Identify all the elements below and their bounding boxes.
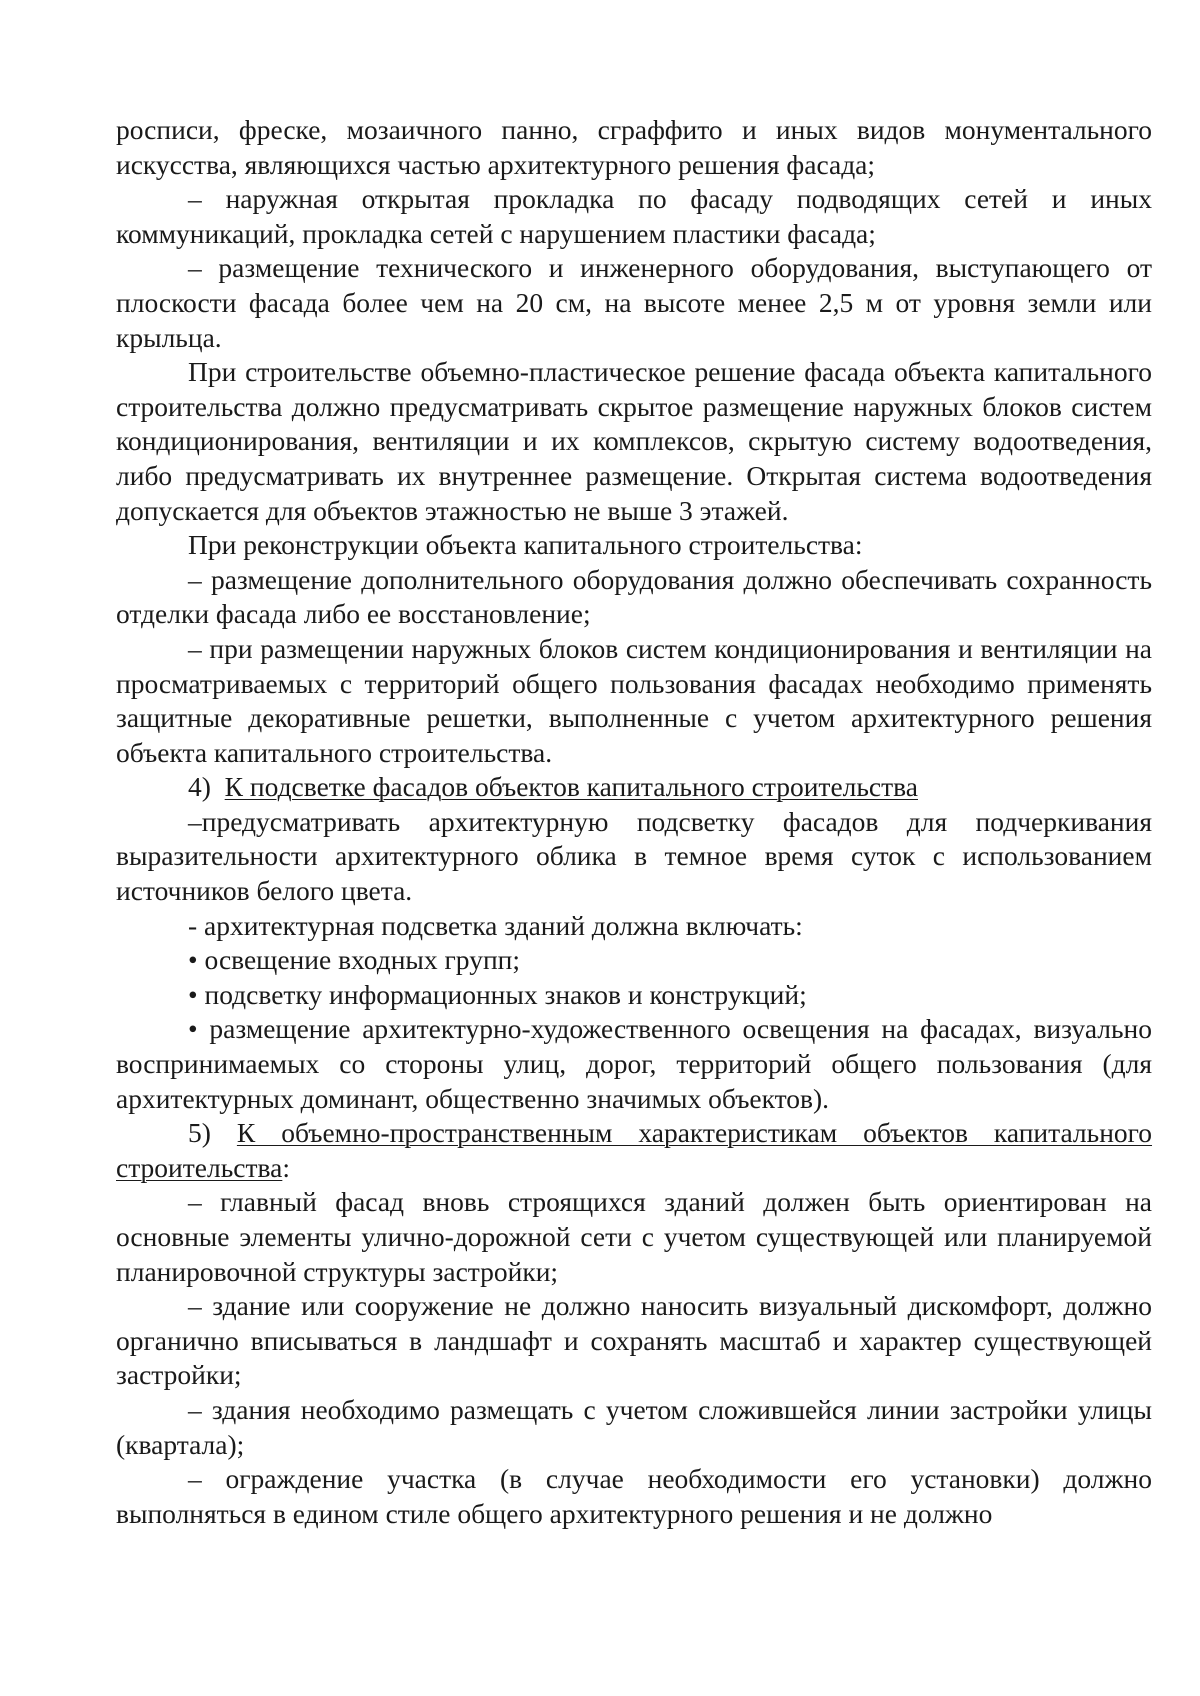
- paragraph: – здания необходимо размещать с учетом сложившейся линии застройки улицы (квартала);: [116, 1393, 1152, 1460]
- paragraph: –предусматривать архитектурную подсветку фасадов для подчеркивания выразительности архитектурного облика в темное время суток с использованием источников белого цвета.: [116, 805, 1152, 907]
- paragraph: – при размещении наружных блоков систем кондиционирования и вентиляции на просматриваемых с территорий общего пользования фасадах необходимо применять защитные декоративные решетки, выполненные с учетом архитектурного решения объекта капитального строительства.: [116, 632, 1152, 768]
- section-number: 4): [188, 771, 211, 803]
- paragraph: – размещение дополнительного оборудования должно обеспечивать сохранность отделки фасада либо ее восстановление;: [116, 563, 1152, 630]
- paragraph: – главный фасад вновь строящихся зданий должен быть ориентирован на основные элементы улично-дорожной сети с учетом существующей или планируемой планировочной структуры застройки;: [116, 1186, 1152, 1287]
- bullet-item: • освещение входных групп;: [188, 944, 521, 976]
- paragraph: - архитектурная подсветка зданий должна включать:: [188, 909, 803, 941]
- paragraph: росписи, фреске, мозаичного панно, сграффито и иных видов монументального искусства, являющихся частью архитектурного решения фасада;: [116, 114, 1152, 180]
- paragraph: – ограждение участка (в случае необходимости его установки) должно выполняться в едином стиле общего архитектурного решения и не должно: [116, 1463, 1152, 1529]
- bullet-item: • подсветку информационных знаков и конструкций;: [188, 978, 807, 1010]
- bullet-item: • размещение архитектурно-художественного освещения на фасадах, визуально воспринимаемых со стороны улиц, дорог, территорий общего пользования (для архитектурных доминант, общественно значимых объектов).: [116, 1013, 1152, 1114]
- section-number: 5): [188, 1117, 211, 1149]
- section-title: К объемно-пространственным характеристикам объектов капитального строительства: [116, 1117, 1153, 1183]
- paragraph: При реконструкции объекта капитального строительства:: [188, 529, 863, 561]
- section-title: К подсветке фасадов объектов капитального строительства: [224, 771, 918, 803]
- page-content: [116, 113, 1152, 1531]
- section-heading-5: [116, 1116, 1152, 1185]
- paragraph: При строительстве объемно-пластическое решение фасада объекта капитального строительства должно предусматривать скрытое размещение наружных блоков систем кондиционирования, вентиляции и их комплексов, скрытую систему водоотведения, либо предусматривать их внутреннее размещение. Открытая система водоотведения допускается для объектов этажностью не выше 3 этажей.: [116, 356, 1152, 526]
- section-suffix: :: [282, 1151, 290, 1183]
- paragraph: – размещение технического и инженерного оборудования, выступающего от плоскости фасада более чем на 20 см, на высоте менее 2,5 м от уровня земли или крыльца.: [116, 252, 1152, 353]
- paragraph: – здание или сооружение не должно наносить визуальный дискомфорт, должно органично вписываться в ландшафт и сохранять масштаб и характер существующей застройки;: [116, 1290, 1152, 1391]
- section-heading-4: [116, 770, 1152, 805]
- paragraph: – наружная открытая прокладка по фасаду подводящих сетей и иных коммуникаций, прокладка сетей с нарушением пластики фасада;: [116, 183, 1152, 249]
